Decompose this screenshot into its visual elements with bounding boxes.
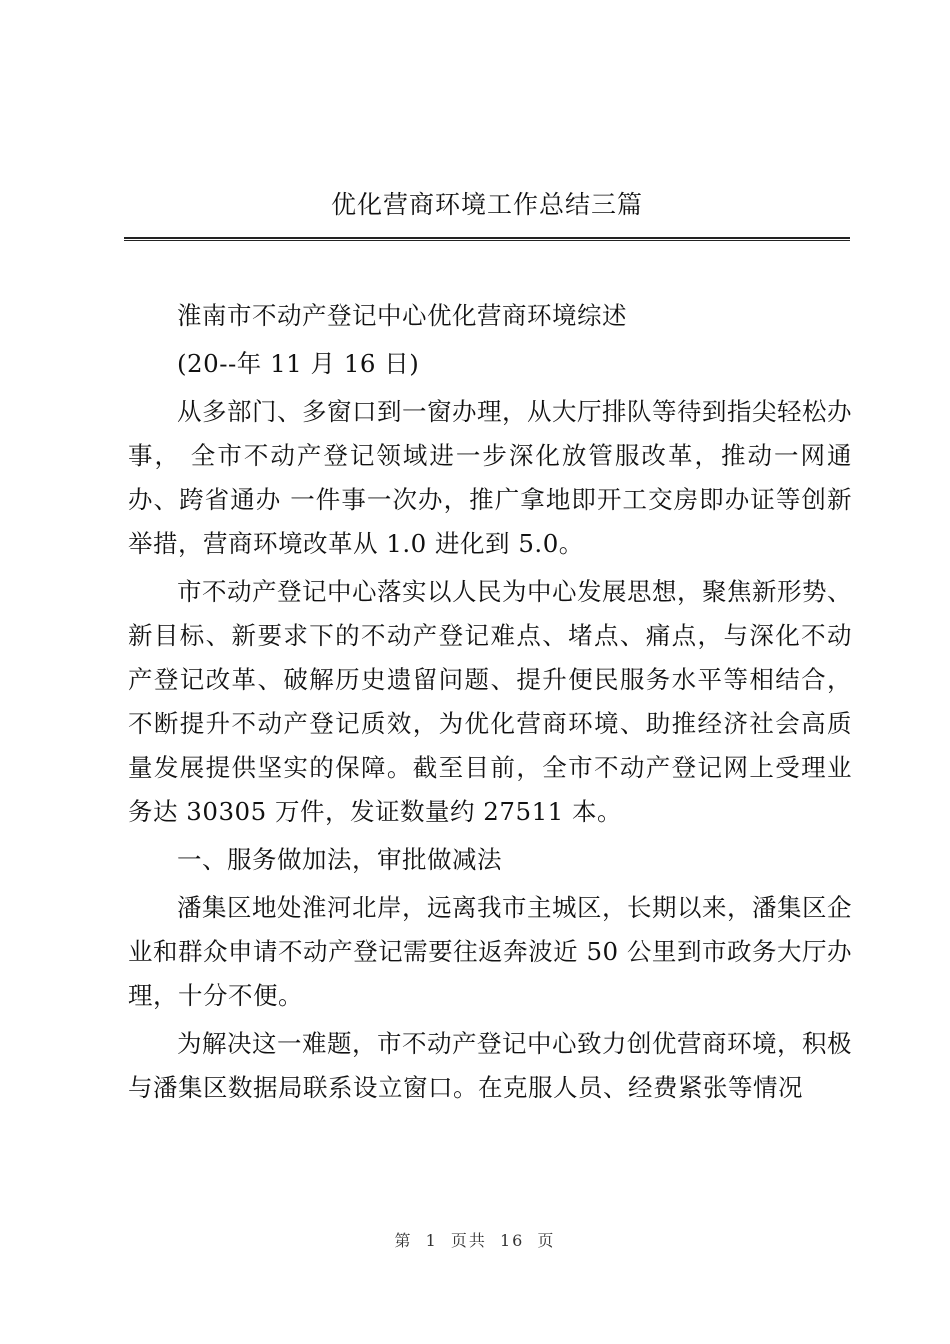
- page-number-footer: 第 1 页共 16 页: [394, 1231, 556, 1250]
- paragraph: 潘集区地处淮河北岸，远离我市主城区，长期以来，潘集区企业和群众申请不动产登记需要往返奔波近 50 公里到市政务大厅办理，十分不便。: [128, 893, 852, 1010]
- document-title: 优化营商环境工作总结三篇: [330, 190, 643, 219]
- header-divider: [124, 237, 850, 241]
- document-body: [128, 294, 852, 1110]
- paragraph: 市不动产登记中心落实以人民为中心发展思想，聚焦新形势、新目标、新要求下的不动产登记难点、堵点、痛点，与深化不动产登记改革、破解历史遗留问题、提升便民服务水平等相结合，不断提升不动产登记质效，为优化营商环境、助推经济社会高质量发展提供坚实的保障。截至目前，全市不动产登记网上受理业务达 30305 万件，发证数量约 27511 本。: [128, 577, 852, 826]
- paragraph: 从多部门、多窗口到一窗办理，从大厅排队等待到指尖轻松办事， 全市不动产登记领域进一步深化放管服改革，推动一网通办、跨省通办 一件事一次办，推广拿地即开工交房即办证等创新举措，营商环境改革从 1.0 进化到 5.0。: [128, 397, 852, 558]
- section-heading: 淮南市不动产登记中心优化营商环境综述: [177, 301, 627, 330]
- paragraph: 为解决这一难题，市不动产登记中心致力创优营商环境，积极与潘集区数据局联系设立窗口。在克服人员、经费紧张等情况: [128, 1029, 852, 1102]
- subsection-heading: 一、服务做加法，审批做减法: [177, 845, 502, 874]
- date-line: (20--年 11 月 16 日): [177, 349, 420, 378]
